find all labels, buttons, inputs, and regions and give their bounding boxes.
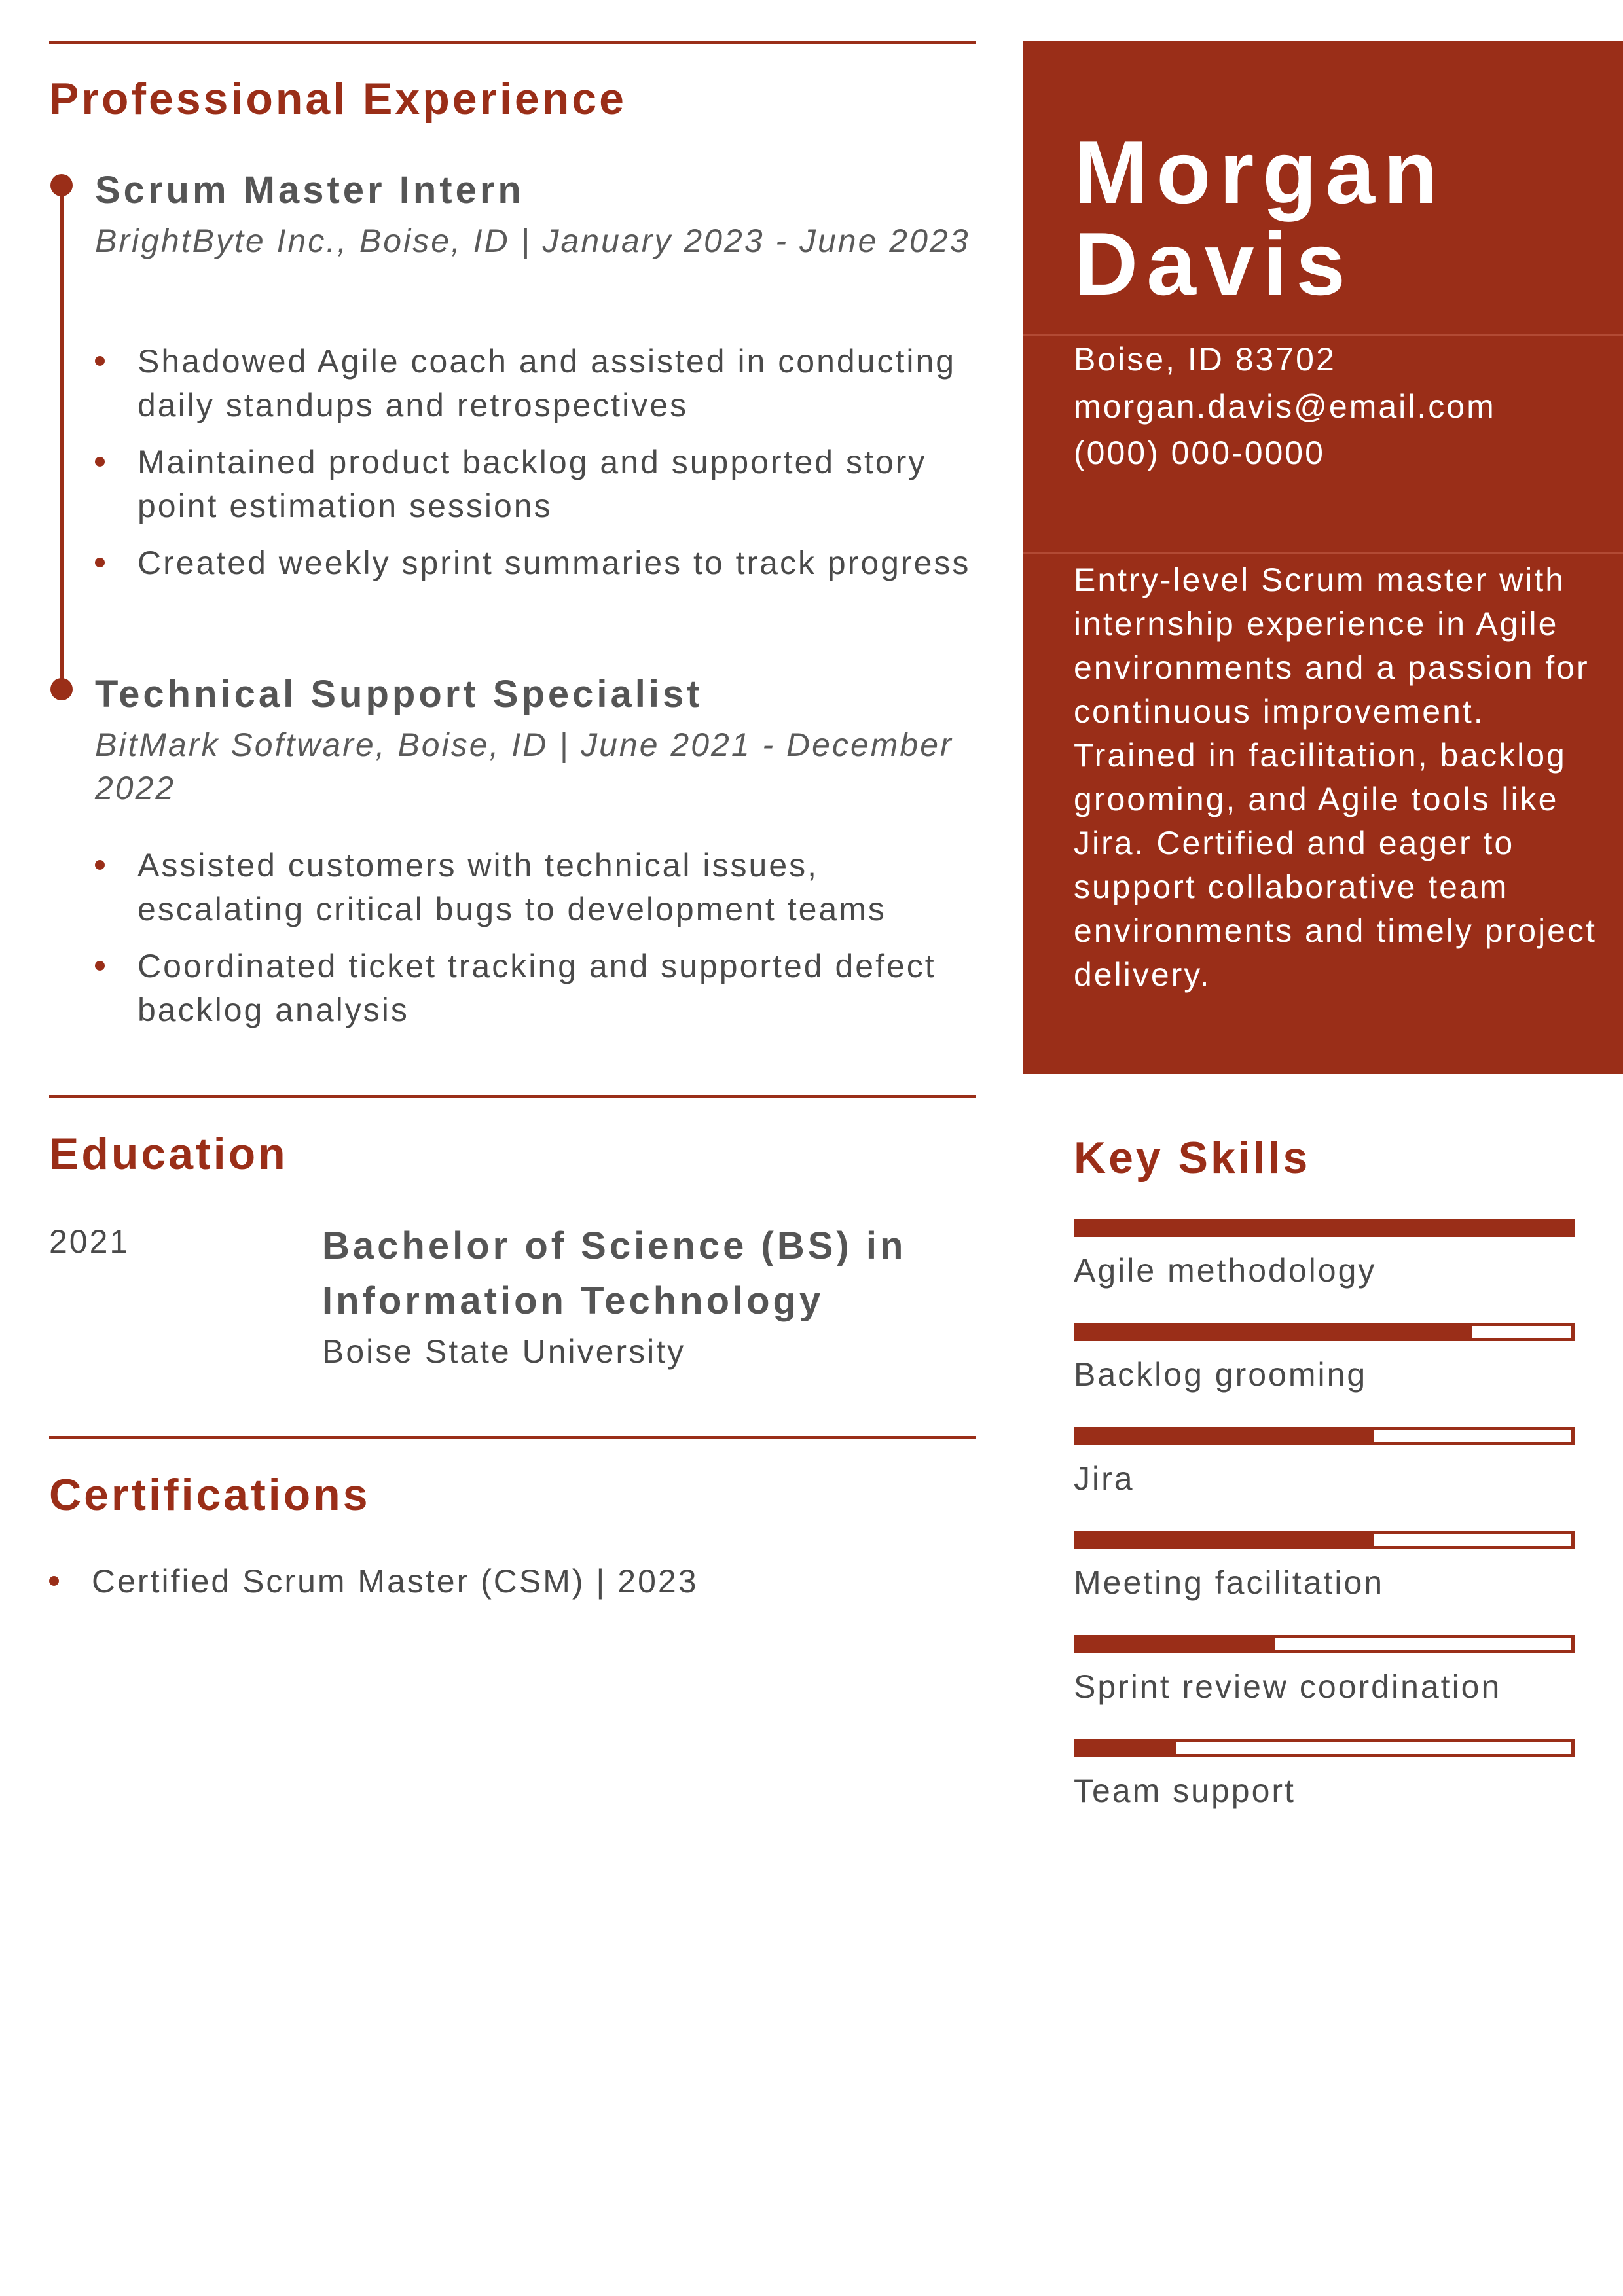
- certifications-top-rule: [49, 1436, 976, 1439]
- skill-bar-fill: [1077, 1534, 1374, 1546]
- skill-bar-fill: [1077, 1742, 1176, 1754]
- contact-address: Boise, ID 83702: [1074, 341, 1336, 378]
- skill-item: [1074, 1531, 1575, 1602]
- skill-bar-fill: [1077, 1638, 1275, 1650]
- list-item: Shadowed Agile coach and assisted in conducting daily standups and retrospectives: [95, 340, 976, 427]
- certifications-heading: Certifications: [49, 1470, 371, 1520]
- profile-sidebar: [1023, 41, 1623, 1074]
- skill-label: Agile methodology: [1074, 1252, 1377, 1289]
- skill-bar: [1074, 1635, 1575, 1653]
- skill-item: [1074, 1427, 1575, 1498]
- skill-bar: [1074, 1531, 1575, 1549]
- skill-label: Backlog grooming: [1074, 1356, 1368, 1393]
- skill-bar-fill: [1077, 1430, 1374, 1442]
- education-top-rule: [49, 1095, 976, 1098]
- list-item: Certified Scrum Master (CSM) | 2023: [49, 1560, 966, 1604]
- sidebar-divider: [1023, 552, 1623, 554]
- education-degree: Bachelor of Science (BS) in Information Technology: [322, 1225, 907, 1322]
- skills-heading: Key Skills: [1074, 1133, 1311, 1183]
- education-school: Boise State University: [322, 1333, 686, 1370]
- experience-timeline: [60, 185, 64, 689]
- contact-phone: (000) 000-0000: [1074, 435, 1325, 471]
- candidate-name: [1074, 122, 1447, 314]
- skill-label: Team support: [1074, 1772, 1296, 1809]
- skill-item: [1074, 1323, 1575, 1393]
- job-bullets: [95, 844, 976, 1032]
- last-name: Davis: [1074, 214, 1354, 314]
- skill-bar: [1074, 1323, 1575, 1341]
- contact-email[interactable]: morgan.davis@email.com: [1074, 388, 1496, 425]
- certifications-list: [49, 1560, 966, 1604]
- skill-bar: [1074, 1739, 1575, 1757]
- job-meta: BitMark Software, Boise, ID | June 2021 - December 2022: [95, 726, 953, 806]
- job-bullets: [95, 340, 976, 585]
- list-item: Coordinated ticket tracking and supported defect backlog analysis: [95, 944, 976, 1032]
- skill-item: [1074, 1219, 1575, 1289]
- timeline-dot-icon: [50, 678, 73, 700]
- list-item: Assisted customers with technical issues, escalating critical bugs to development teams: [95, 844, 976, 931]
- job-title: Scrum Master Intern: [95, 169, 524, 211]
- skill-bar: [1074, 1219, 1575, 1237]
- job-title: Technical Support Specialist: [95, 673, 703, 715]
- skill-label: Sprint review coordination: [1074, 1668, 1502, 1705]
- experience-heading: Professional Experience: [49, 74, 627, 124]
- skill-item: [1074, 1739, 1575, 1810]
- profile-summary: Entry-level Scrum master with internship experience in Agile environments and a passion for continuous improvement. Trained in facilitation, backlog grooming, and Agile tools like Jira. Certified and eager to support collaborative team environments and timely project delivery.: [1074, 562, 1597, 993]
- skill-bar-fill: [1077, 1326, 1472, 1338]
- skill-label: Meeting facilitation: [1074, 1564, 1385, 1601]
- first-name: Morgan: [1074, 122, 1447, 222]
- experience-top-rule: [49, 41, 976, 44]
- job-meta: BrightByte Inc., Boise, ID | January 2023 - June 2023: [95, 223, 970, 259]
- sidebar-divider: [1023, 334, 1623, 336]
- timeline-dot-icon: [50, 174, 73, 196]
- education-heading: Education: [49, 1129, 288, 1179]
- list-item: Created weekly sprint summaries to track progress: [95, 541, 976, 585]
- skill-item: [1074, 1635, 1575, 1706]
- education-year: 2021: [49, 1223, 130, 1260]
- list-item: Maintained product backlog and supported story point estimation sessions: [95, 440, 976, 528]
- skill-bar: [1074, 1427, 1575, 1445]
- skill-bar-fill: [1077, 1222, 1571, 1234]
- skill-label: Jira: [1074, 1460, 1135, 1497]
